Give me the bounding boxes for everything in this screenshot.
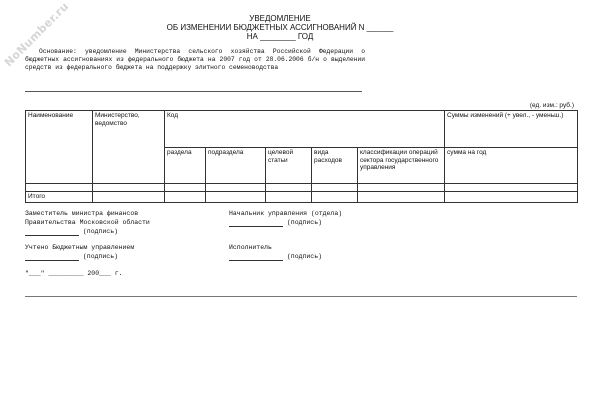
col-header-name: Наименование xyxy=(26,111,93,184)
footer-divider xyxy=(25,296,577,297)
total-row xyxy=(26,192,578,203)
table-row xyxy=(26,184,578,192)
table-cell xyxy=(312,184,358,192)
basis-underline xyxy=(25,91,362,92)
head-title: Начальник управления (отдела) xyxy=(229,210,343,217)
basis-text: Основание: уведомление Министерства сельского хозяйства Российской Федерации о бюджетных ассигнованиях из федерального бюджета на 2007 год от 28.06.2006 б/н о выделении средств из федерального бюджета на поддержку элитного семеноводства xyxy=(25,48,365,71)
title-line-2: ОБ ИЗМЕНЕНИИ БЮДЖЕТНЫХ АССИГНОВАНИЙ N ______ xyxy=(166,23,394,32)
table-cell xyxy=(93,192,165,203)
deputy-title-2: Правительства Московской области xyxy=(25,219,150,226)
executor-signature xyxy=(229,243,322,261)
col-header-year-sum: сумма на год xyxy=(445,148,578,184)
executor-sign-label: (подпись) xyxy=(286,253,323,260)
table-cell xyxy=(358,192,445,203)
table-cell xyxy=(26,184,93,192)
title-line-1: УВЕДОМЛЕНИЕ xyxy=(249,14,311,23)
table-cell xyxy=(445,184,578,192)
table-cell xyxy=(266,192,312,203)
signature-blank xyxy=(229,219,283,227)
col-header-ministry: Министерство, ведомство xyxy=(93,111,165,184)
deputy-sign-label: (подпись) xyxy=(82,228,119,235)
col-header-classification: классификации операций сектора государственного управления xyxy=(358,148,445,184)
total-label: Итого xyxy=(26,192,93,203)
table-cell xyxy=(93,184,165,192)
head-sign-label: (подпись) xyxy=(286,219,323,226)
watermark: NoNumber.ru xyxy=(1,0,72,70)
budget-title: Учтено Бюджетным управлением xyxy=(25,244,135,251)
budget-sign-label: (подпись) xyxy=(82,253,119,260)
date-line: "___" _________ 200___ г. xyxy=(25,270,123,277)
col-header-target: целевой статьи xyxy=(266,148,312,184)
allocation-table xyxy=(25,110,578,203)
table-cell xyxy=(206,192,266,203)
table-cell xyxy=(312,192,358,203)
signature-blank xyxy=(229,253,283,261)
executor-title: Исполнитель xyxy=(229,244,272,251)
table-cell xyxy=(358,184,445,192)
col-header-expense: вида расходов xyxy=(312,148,358,184)
units-label: (ед. изм.: руб.) xyxy=(529,102,574,109)
document-title xyxy=(150,14,410,41)
table-cell xyxy=(206,184,266,192)
col-header-subsection: подраздела xyxy=(206,148,266,184)
deputy-minister-signature xyxy=(25,209,150,236)
table-cell xyxy=(165,184,206,192)
col-header-section: раздела xyxy=(165,148,206,184)
table-cell xyxy=(445,192,578,203)
table-cell xyxy=(165,192,206,203)
signature-blank xyxy=(25,228,79,236)
table-cell xyxy=(266,184,312,192)
head-of-department-signature xyxy=(229,209,342,227)
budget-department-signature xyxy=(25,243,134,261)
col-header-sums: Суммы изменений (+ увел., - уменьш.) xyxy=(445,111,578,148)
deputy-title-1: Заместитель министра финансов xyxy=(25,210,139,217)
signature-blank xyxy=(25,253,79,261)
col-header-code: Код xyxy=(165,111,445,148)
title-line-3: НА ________ ГОД xyxy=(246,32,314,41)
